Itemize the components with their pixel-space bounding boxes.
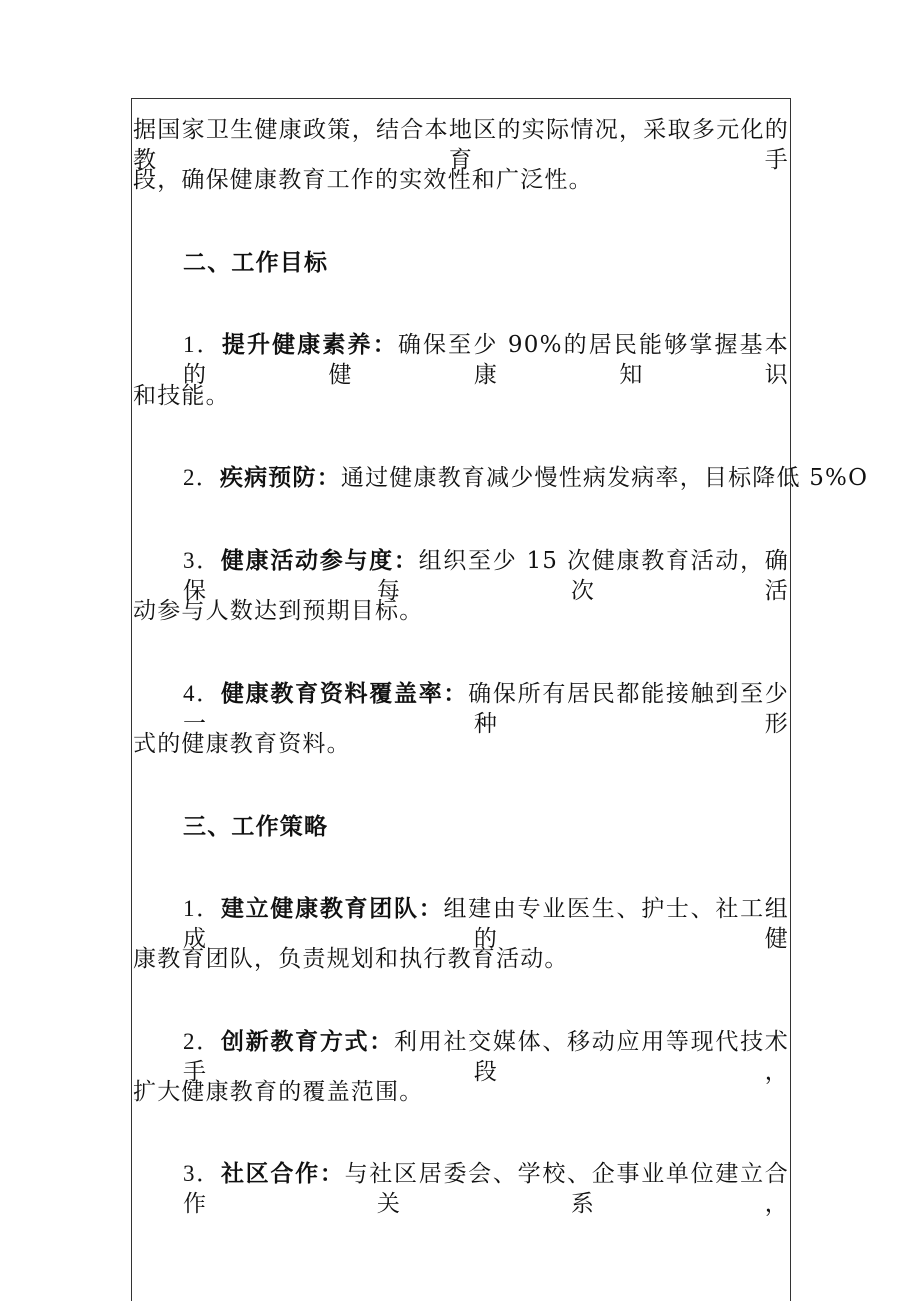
strategy-item-3-text: 与社区居委会、学校、企事业单位建立合作关系， xyxy=(183,1161,790,1217)
goal-item-1-title: 提升健康素养： xyxy=(221,331,398,358)
goal-item-1-line-2: 和技能。 xyxy=(133,383,230,409)
goal-item-4-line-2: 式的健康教育资料。 xyxy=(133,731,351,757)
goal-item-4-title: 健康教育资料覆盖率： xyxy=(220,680,469,707)
strategy-item-2-number: 2． xyxy=(183,1029,221,1054)
strategy-item-3-line-1 xyxy=(183,1159,789,1219)
strategy-item-2-line-2: 扩大健康教育的覆盖范围。 xyxy=(133,1079,424,1105)
intro-line-1: 据国家卫生健康政策，结合本地区的实际情况，采取多元化的教育手 xyxy=(133,117,789,173)
section-heading-goals: 二、工作目标 xyxy=(183,249,329,276)
strategy-item-1-line-2: 康教育团队，负责规划和执行教育活动。 xyxy=(133,946,569,972)
goal-item-4-text: 确保所有居民都能接触到至少一种形 xyxy=(183,681,789,737)
goal-item-3-number: 3． xyxy=(183,548,221,573)
intro-line-2: 段，确保健康教育工作的实效性和广泛性。 xyxy=(133,167,593,193)
strategy-item-1-title: 建立健康教育团队： xyxy=(220,895,444,922)
goal-item-3-title: 健康活动参与度： xyxy=(220,547,419,574)
goal-item-2-number: 2． xyxy=(183,465,220,490)
strategy-item-2-title: 创新教育方式： xyxy=(220,1028,394,1055)
goal-item-2-text: 通过健康教育减少慢性病发病率，目标降低 5%O xyxy=(340,465,869,491)
strategy-item-3-title: 社区合作： xyxy=(220,1160,345,1187)
strategy-item-3-number: 3． xyxy=(183,1161,221,1186)
goal-item-2-title: 疾病预防： xyxy=(219,464,341,491)
goal-item-3-line-2: 动参与人数达到预期目标。 xyxy=(133,598,424,624)
strategy-item-1-number: 1． xyxy=(183,896,221,921)
goal-item-1-number: 1． xyxy=(183,332,222,357)
strategy-item-1-text: 组建由专业医生、护士、社工组成的健 xyxy=(183,896,789,952)
goal-item-3-text: 组织至少 15 次健康教育活动，确保每次活 xyxy=(183,548,789,604)
strategy-item-2-text: 利用社交媒体、移动应用等现代技术手段， xyxy=(183,1029,790,1085)
section-heading-strategies: 三、工作策略 xyxy=(183,813,329,840)
goal-item-4-number: 4． xyxy=(183,681,221,706)
goal-item-2-line-1 xyxy=(183,463,869,493)
goal-item-1-text: 确保至少 90%的居民能够掌握基本的健康知识 xyxy=(183,332,790,388)
